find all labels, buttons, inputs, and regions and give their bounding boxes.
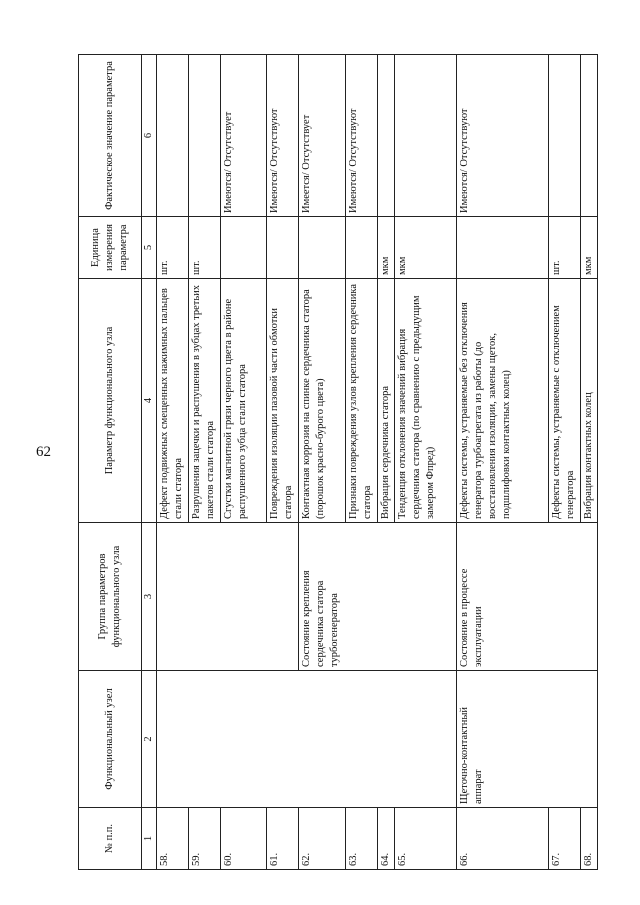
row-number: 61.	[266, 808, 298, 870]
column-number: 5	[142, 217, 157, 279]
param-cell: Дефекты системы, устраняемые с отключением генератора	[548, 279, 580, 523]
table-row	[157, 55, 188, 870]
unit-cell	[220, 217, 266, 279]
header-cell: Параметр функционального узла	[79, 279, 142, 523]
unit-cell: шт.	[188, 217, 220, 279]
row-number: 58.	[157, 808, 188, 870]
node-cell: Щеточно-контактный аппарат	[456, 671, 597, 808]
group-cell	[157, 523, 298, 671]
column-number: 6	[142, 55, 157, 217]
value-cell: Имеются/ Отсутствуют	[345, 55, 377, 217]
param-cell: Дефекты системы, устраняемые без отключения генератора турбоагрегата из работы (до восстановления изоляции, замены щеток, подшлифовки контактных колец)	[456, 279, 548, 523]
group-cell: Состояние в процессе эксплуатации	[456, 523, 597, 671]
param-cell: Разрушения зацечки и распушения в зубцах третьих пакетов стали статора	[188, 279, 220, 523]
param-cell: Тенденция отклонения значений вибрация сердечника статора (по сравнению с предыдущим замером Фпред)	[394, 279, 456, 523]
value-cell	[580, 55, 597, 217]
column-number: 4	[142, 279, 157, 523]
parameters-table	[78, 54, 598, 870]
column-number: 1	[142, 808, 157, 870]
table-row	[456, 55, 548, 870]
group-cell: Состояние крепления сердечника статора турбогенератора	[298, 523, 456, 671]
param-cell: Сгустки магнитной грязи черного цвета в районе распушенного зубца стали статора	[220, 279, 266, 523]
value-cell: Имеются/ Отсутствует	[220, 55, 266, 217]
row-number: 68.	[580, 808, 597, 870]
value-cell	[548, 55, 580, 217]
row-number: 67.	[548, 808, 580, 870]
param-cell: Вибрация контактных колец	[580, 279, 597, 523]
row-number: 63.	[345, 808, 377, 870]
row-number: 60.	[220, 808, 266, 870]
param-cell: Вибрация сердечника статора	[377, 279, 394, 523]
value-cell: Имеется/ Отсутствует	[298, 55, 345, 217]
column-number: 2	[142, 671, 157, 808]
unit-cell: шт.	[548, 217, 580, 279]
unit-cell: мкм	[394, 217, 456, 279]
param-cell: Признаки повреждения узлов крепления сердечника статора	[345, 279, 377, 523]
page-number: 62	[36, 444, 51, 460]
param-cell: Контактная коррозия на спинке сердечника статора (порошок красно-бурого цвета)	[298, 279, 345, 523]
column-number: 3	[142, 523, 157, 671]
row-number: 59.	[188, 808, 220, 870]
unit-cell	[456, 217, 548, 279]
unit-cell	[298, 217, 345, 279]
column-number-row	[142, 55, 157, 870]
header-cell: Единица измерения параметра	[79, 217, 142, 279]
unit-cell: мкм	[580, 217, 597, 279]
param-cell: Повреждения изоляции пазовой части обмотки статора	[266, 279, 298, 523]
header-cell: № п.п.	[79, 808, 142, 870]
row-number: 65.	[394, 808, 456, 870]
header-cell: Функциональный узел	[79, 671, 142, 808]
header-cell: Фактическое значение параметра	[79, 55, 142, 217]
row-number: 66.	[456, 808, 548, 870]
header-cell: Группа параметров функционального узла	[79, 523, 142, 671]
unit-cell: шт.	[157, 217, 188, 279]
unit-cell	[266, 217, 298, 279]
unit-cell: мкм	[377, 217, 394, 279]
rotated-table-container	[78, 55, 594, 870]
value-cell: Имеются/ Отсутствуют	[266, 55, 298, 217]
unit-cell	[345, 217, 377, 279]
value-cell	[157, 55, 188, 217]
param-cell: Дефект подвижных смещенных нажимных пальцев стали статора	[157, 279, 188, 523]
value-cell: Имеются/ Отсутствуют	[456, 55, 548, 217]
row-number: 64.	[377, 808, 394, 870]
value-cell	[394, 55, 456, 217]
row-number: 62.	[298, 808, 345, 870]
value-cell	[377, 55, 394, 217]
value-cell	[188, 55, 220, 217]
table-header-row	[79, 55, 142, 870]
node-cell	[157, 671, 457, 808]
